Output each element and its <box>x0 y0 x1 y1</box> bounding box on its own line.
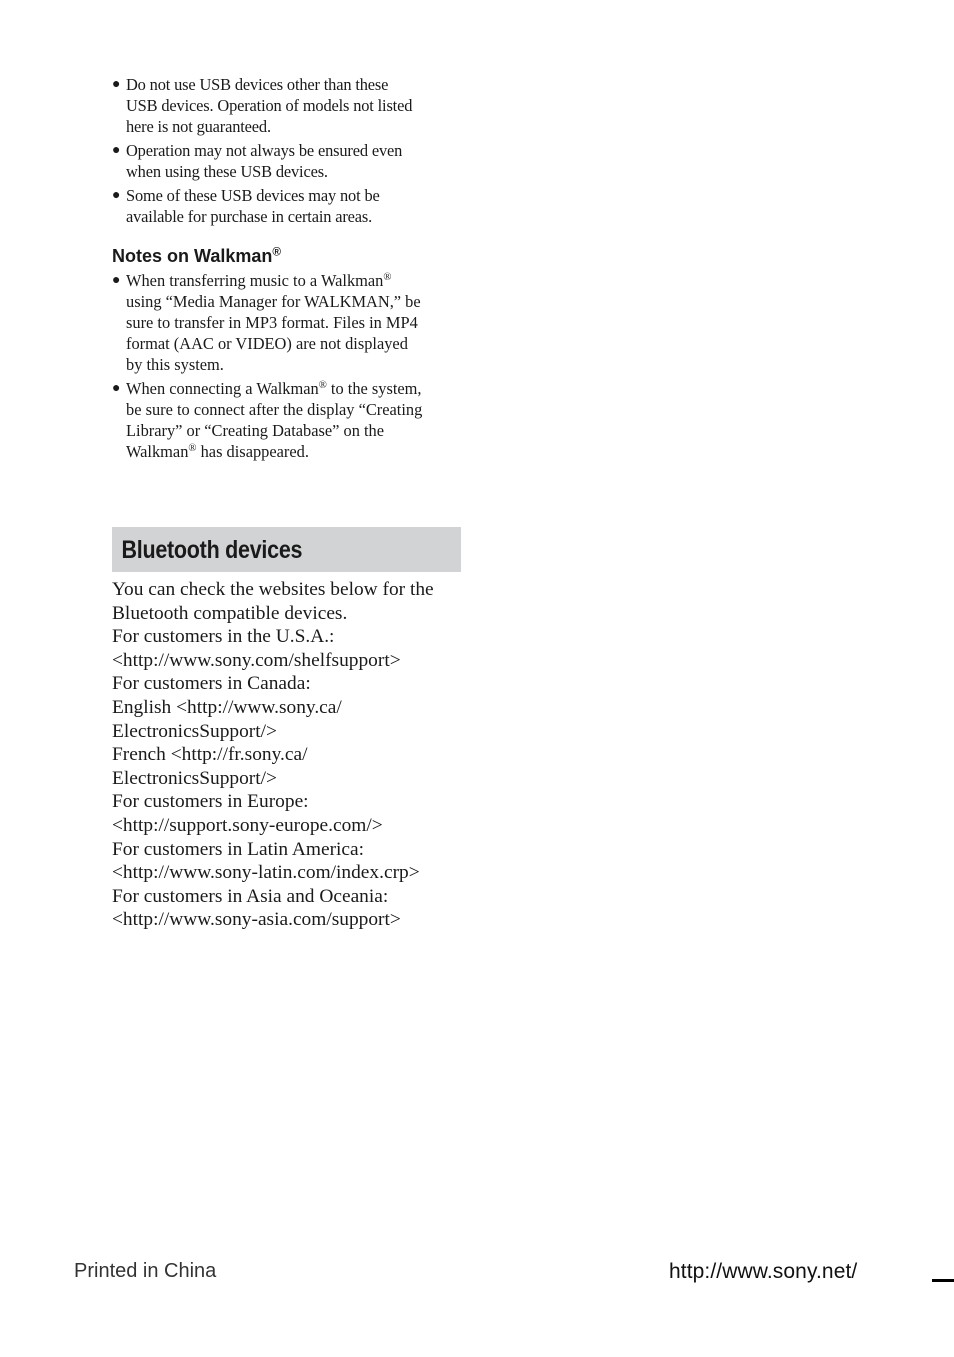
body-line: For customers in the U.S.A.: <box>112 626 335 648</box>
body-line: For customers in Europe: <box>112 791 309 813</box>
url-text: French <http://fr.sony.ca/ <box>112 744 308 766</box>
body-line: For customers in Latin America: <box>112 838 365 860</box>
url-text: <http://www.sony-asia.com/support> <box>112 909 401 931</box>
body-line: You can check the websites below for the <box>112 579 434 600</box>
url-text: ElectronicsSupport/> <box>112 767 277 789</box>
printed-in-label: Printed in China <box>74 1260 217 1282</box>
list-item: ● Operation may not always be ensured even when using these USB devices. <box>112 141 403 181</box>
url-text: ElectronicsSupport/> <box>112 720 277 742</box>
list-item: ● Some of these USB devices may not be available for purchase in certain areas. <box>112 186 380 226</box>
walkman-notes-list <box>112 270 464 462</box>
notes-column <box>112 74 464 465</box>
list-item: ● Do not use USB devices other than these USB devices. Operation of models not listed here is not guaranteed. <box>112 75 413 136</box>
sony-url-footer: http://www.sony.net/ <box>669 1260 858 1283</box>
crop-mark <box>932 1279 954 1282</box>
body-line: For customers in Canada: <box>112 673 311 695</box>
url-text: <http://www.sony.com/shelfsupport> <box>112 649 401 671</box>
url-text: English <http://www.sony.ca/ <box>112 696 342 718</box>
list-item: ● When transferring music to a Walkman® using “Media Manager for WALKMAN,” be sure to transfer in MP3 format. Files in MP4 format (AAC or VIDEO) are not displayed by this system. <box>112 271 421 374</box>
walkman-notes-heading: Notes on Walkman® <box>112 245 281 266</box>
body-line: For customers in Asia and Oceania: <box>112 885 389 907</box>
bullet-icon: ● <box>112 381 121 396</box>
url-text: <http://www.sony-latin.com/index.crp> <box>112 862 420 884</box>
bullet-icon: ● <box>112 188 121 203</box>
bullet-icon: ● <box>112 143 121 158</box>
section-title: Bluetooth devices <box>121 536 303 564</box>
bluetooth-section-header <box>112 527 461 572</box>
bluetooth-section-body <box>112 578 472 932</box>
usb-notes-list <box>112 74 464 227</box>
bullet-icon: ● <box>112 273 121 288</box>
bullet-icon: ● <box>112 77 121 92</box>
body-line: Bluetooth compatible devices. <box>112 602 348 624</box>
url-text: <http://support.sony-europe.com/> <box>112 814 383 836</box>
list-item: ● When connecting a Walkman® to the system, be sure to connect after the display “Creating Library” or “Creating Database” on the Walkman® has disappeared. <box>112 379 423 461</box>
